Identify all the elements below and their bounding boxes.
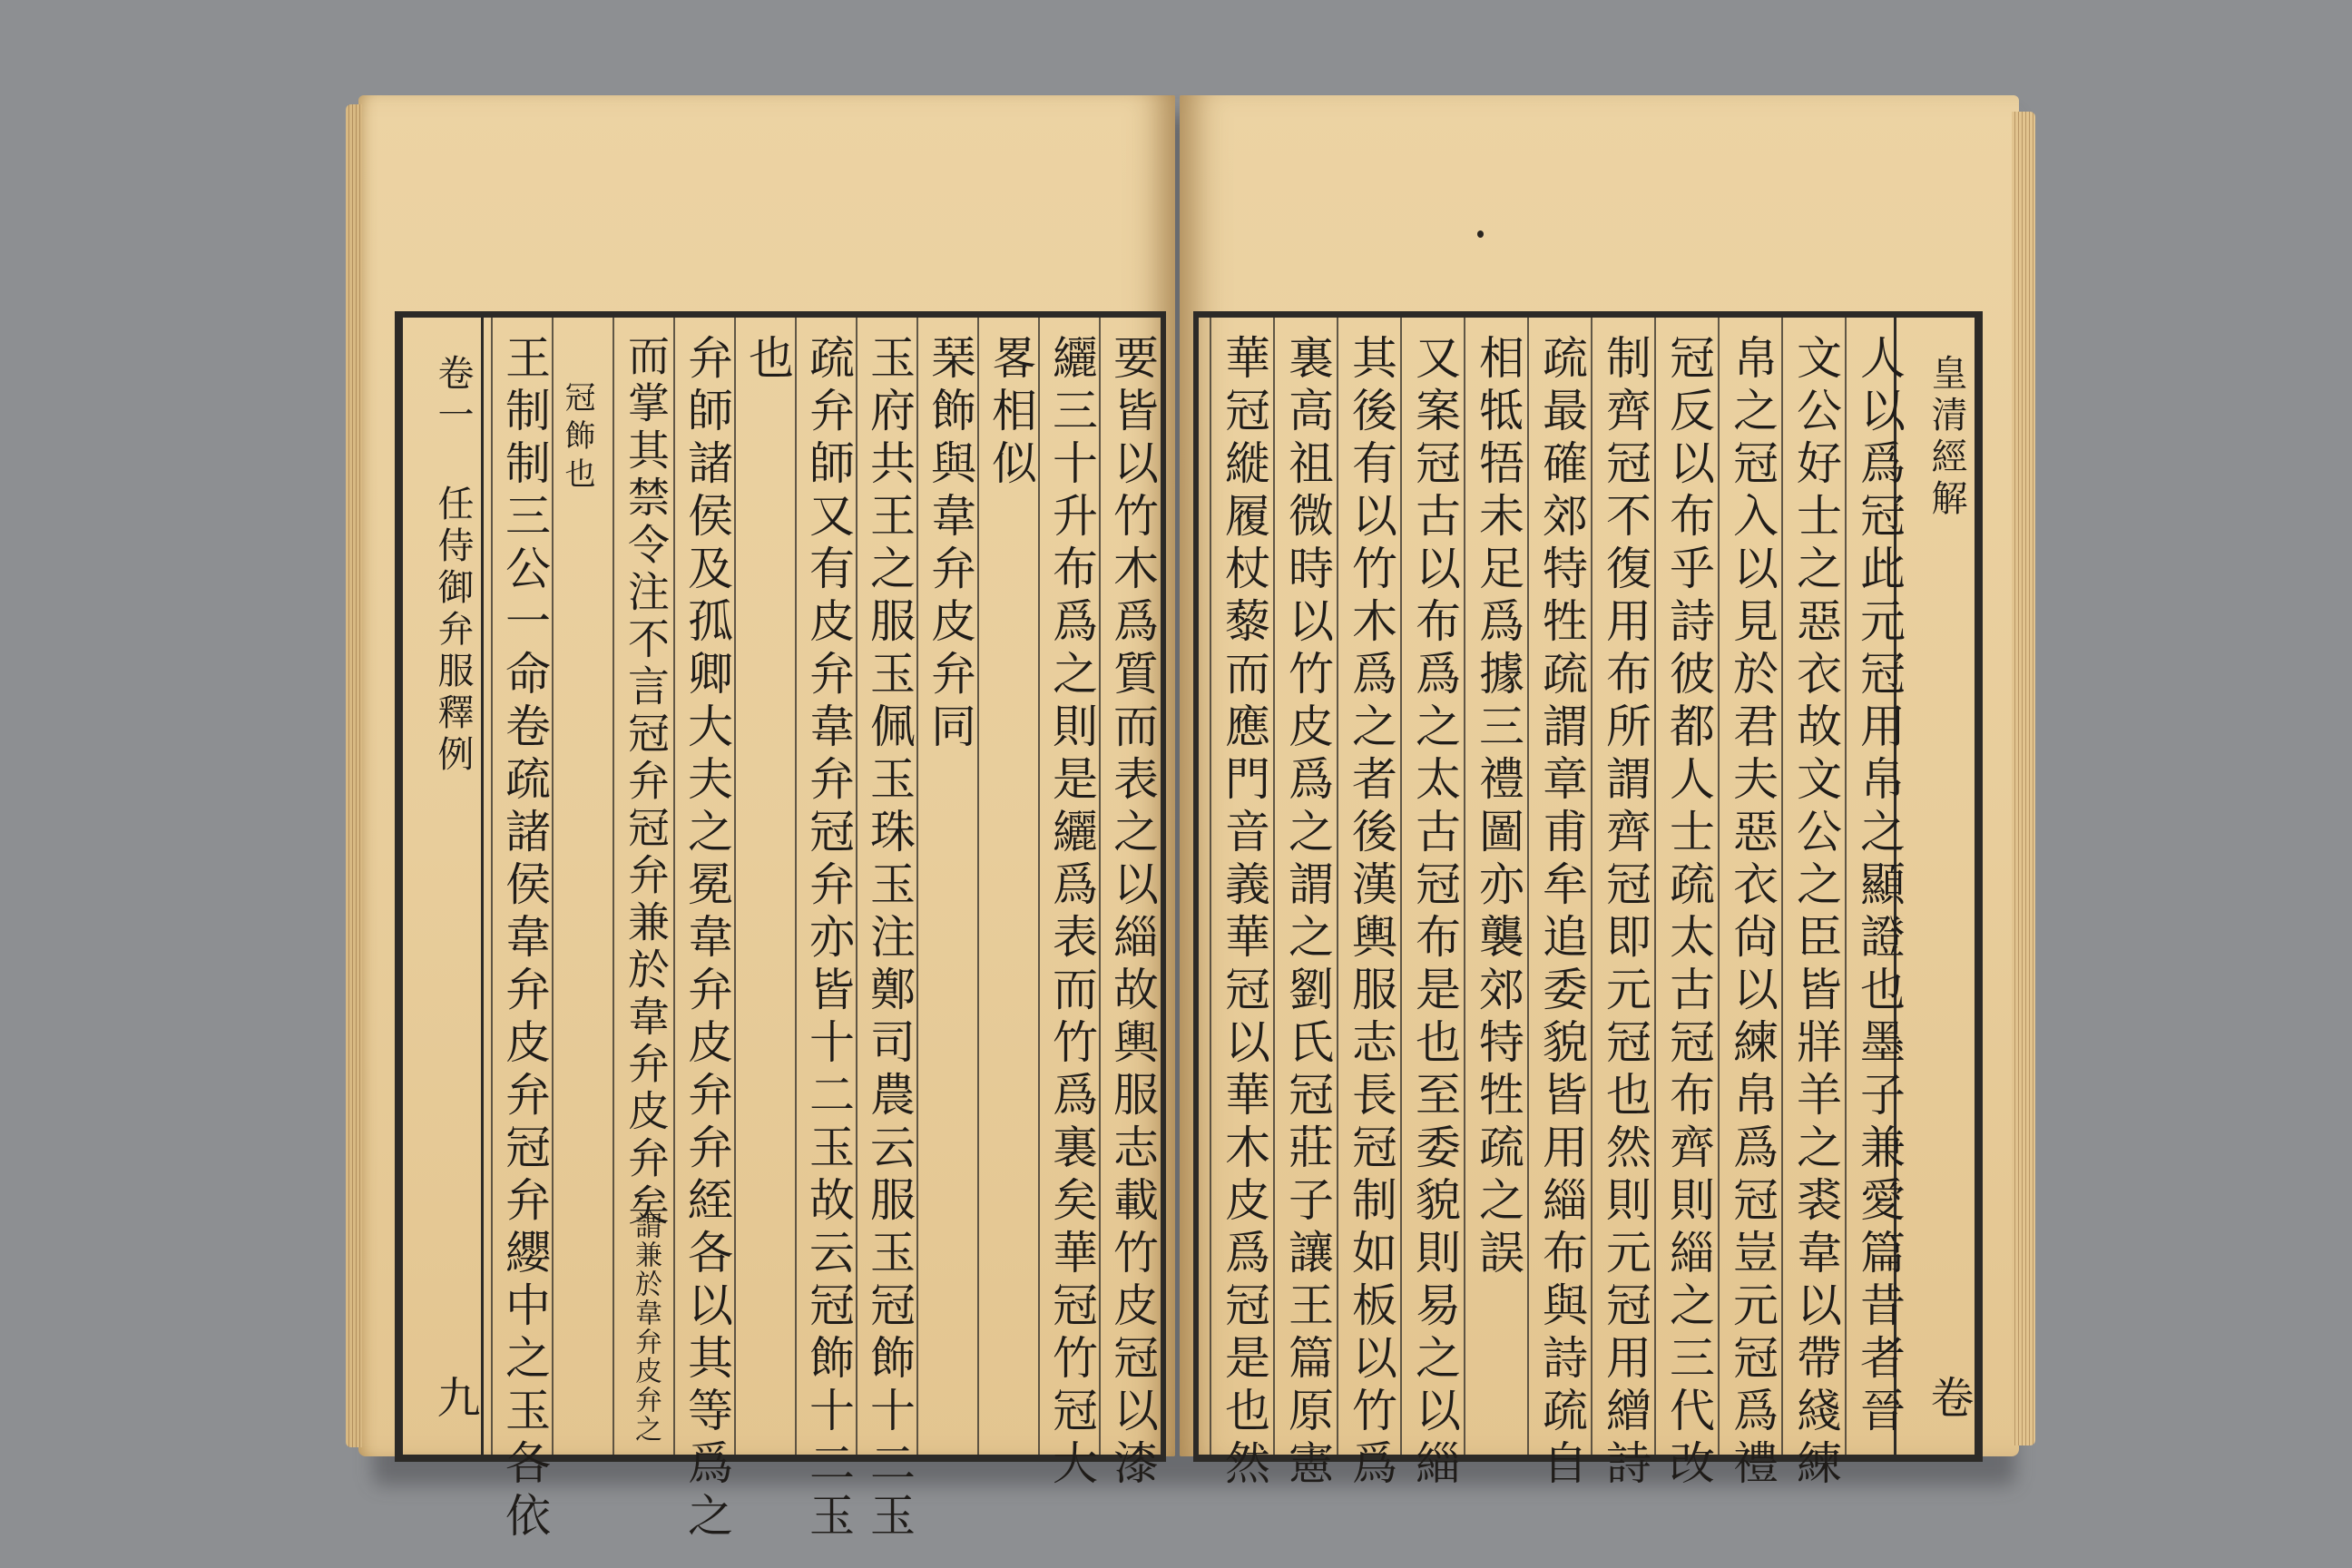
column-text: 又案冠古以布爲之太古冠布是也至委貌則易之以緇 [1408, 334, 1461, 1492]
column-text: 王制制三公一命卷疏諸侯韋弁皮弁冠弁纓中之玉各依 [498, 334, 551, 1544]
column-text: 疏弁師又有皮弁韋弁冠弁亦皆十二玉故云冠飾十二玉 [802, 334, 855, 1544]
column-text: 裏高祖微時以竹皮爲之謂之劉氏冠莊子讓王篇原憲 [1281, 334, 1334, 1492]
right-page-edges [2012, 112, 2035, 1446]
left-folio-number: 九 [429, 1375, 480, 1418]
column-text: 而掌其禁令注不言冠弁冠弁兼於韋弁皮弁矣 [622, 334, 671, 1230]
text-column [1527, 318, 1592, 1492]
text-column [1273, 318, 1338, 1492]
column-text: 文公好士之惡衣故文公之臣皆牂羊之裘韋以帶綫練 [1789, 334, 1842, 1492]
column-annotation: 謂兼於韋弁皮弁之 [630, 1211, 662, 1444]
column-text: 畧相似 [985, 334, 1037, 492]
text-column [1400, 318, 1465, 1492]
text-column [1337, 318, 1402, 1492]
text-column [856, 318, 918, 1544]
left-text-frame [395, 311, 1166, 1544]
text-column [1781, 318, 1847, 1492]
left-page-edge [346, 104, 362, 1447]
text-column [1718, 318, 1783, 1492]
right-text-frame [1193, 311, 1983, 1492]
column-text: 人以爲冠此元冠用帛之顯證也墨子兼愛篇昔者晉 [1853, 334, 1906, 1439]
column-text: 疏最確郊特牲疏謂章甫牟追委貌皆用緇布與詩疏自 [1535, 334, 1588, 1492]
column-text: 也 [741, 334, 794, 387]
column-text: 纚三十升布爲之則是纚爲表而竹爲裏矣華冠竹冠大 [1045, 334, 1098, 1492]
column-text: 玉府共王之服玉佩玉珠玉注鄭司農云服玉冠飾十二玉 [863, 334, 916, 1544]
column-text: 華冠縰履杖藜而應門音義華冠以華木皮爲冠是也然 [1218, 334, 1270, 1492]
text-column [916, 318, 979, 1455]
text-column [1210, 318, 1275, 1492]
open-book [358, 95, 2019, 1544]
text-column [673, 318, 736, 1544]
column-text: 弁師諸侯及孤卿大夫之冕韋弁皮弁弁絰各以其等爲之 [681, 334, 733, 1544]
text-column [612, 318, 675, 1455]
column-text: 帛之冠入以見於君夫惡衣尙以練帛爲冠豈元冠爲禮 [1726, 334, 1779, 1492]
right-margin-title: 皇清經解 [1926, 354, 1967, 521]
column-text: 冠飾也 [559, 381, 595, 495]
column-text: 相牴牾未足爲據三禮圖亦襲郊特牲疏之誤 [1472, 334, 1524, 1281]
text-column [1845, 318, 1910, 1455]
text-column [1591, 318, 1656, 1492]
right-page [1180, 95, 2019, 1492]
text-column [795, 318, 858, 1544]
text-column [977, 318, 1040, 1455]
text-column [1654, 318, 1720, 1492]
text-column [734, 318, 797, 1455]
text-column [1038, 318, 1101, 1492]
column-text: 琹飾與韋弁皮弁同 [924, 334, 976, 755]
text-column [1099, 318, 1161, 1492]
right-folio-number: 卷 [1923, 1375, 1974, 1418]
column-text: 其後有以竹木爲之者後漢輿服志長冠制如板以竹爲 [1345, 334, 1397, 1492]
column-text: 要皆以竹木爲質而表之以緇故輿服志載竹皮冠以漆 [1106, 334, 1159, 1492]
ink-speck [1477, 230, 1484, 238]
left-page [358, 95, 1175, 1544]
text-column [552, 318, 614, 1455]
column-text: 制齊冠不復用布所謂齊冠即元冠也然則元冠用繒詩 [1599, 334, 1651, 1492]
text-column [1464, 318, 1529, 1455]
left-center-strip [400, 318, 484, 1455]
text-column [491, 318, 554, 1544]
column-text: 冠反以布乎詩彼都人士疏太古冠布齊則緇之三代改 [1662, 334, 1715, 1492]
left-margin-title: 卷一 任侍御弁服釋例 [432, 354, 474, 777]
